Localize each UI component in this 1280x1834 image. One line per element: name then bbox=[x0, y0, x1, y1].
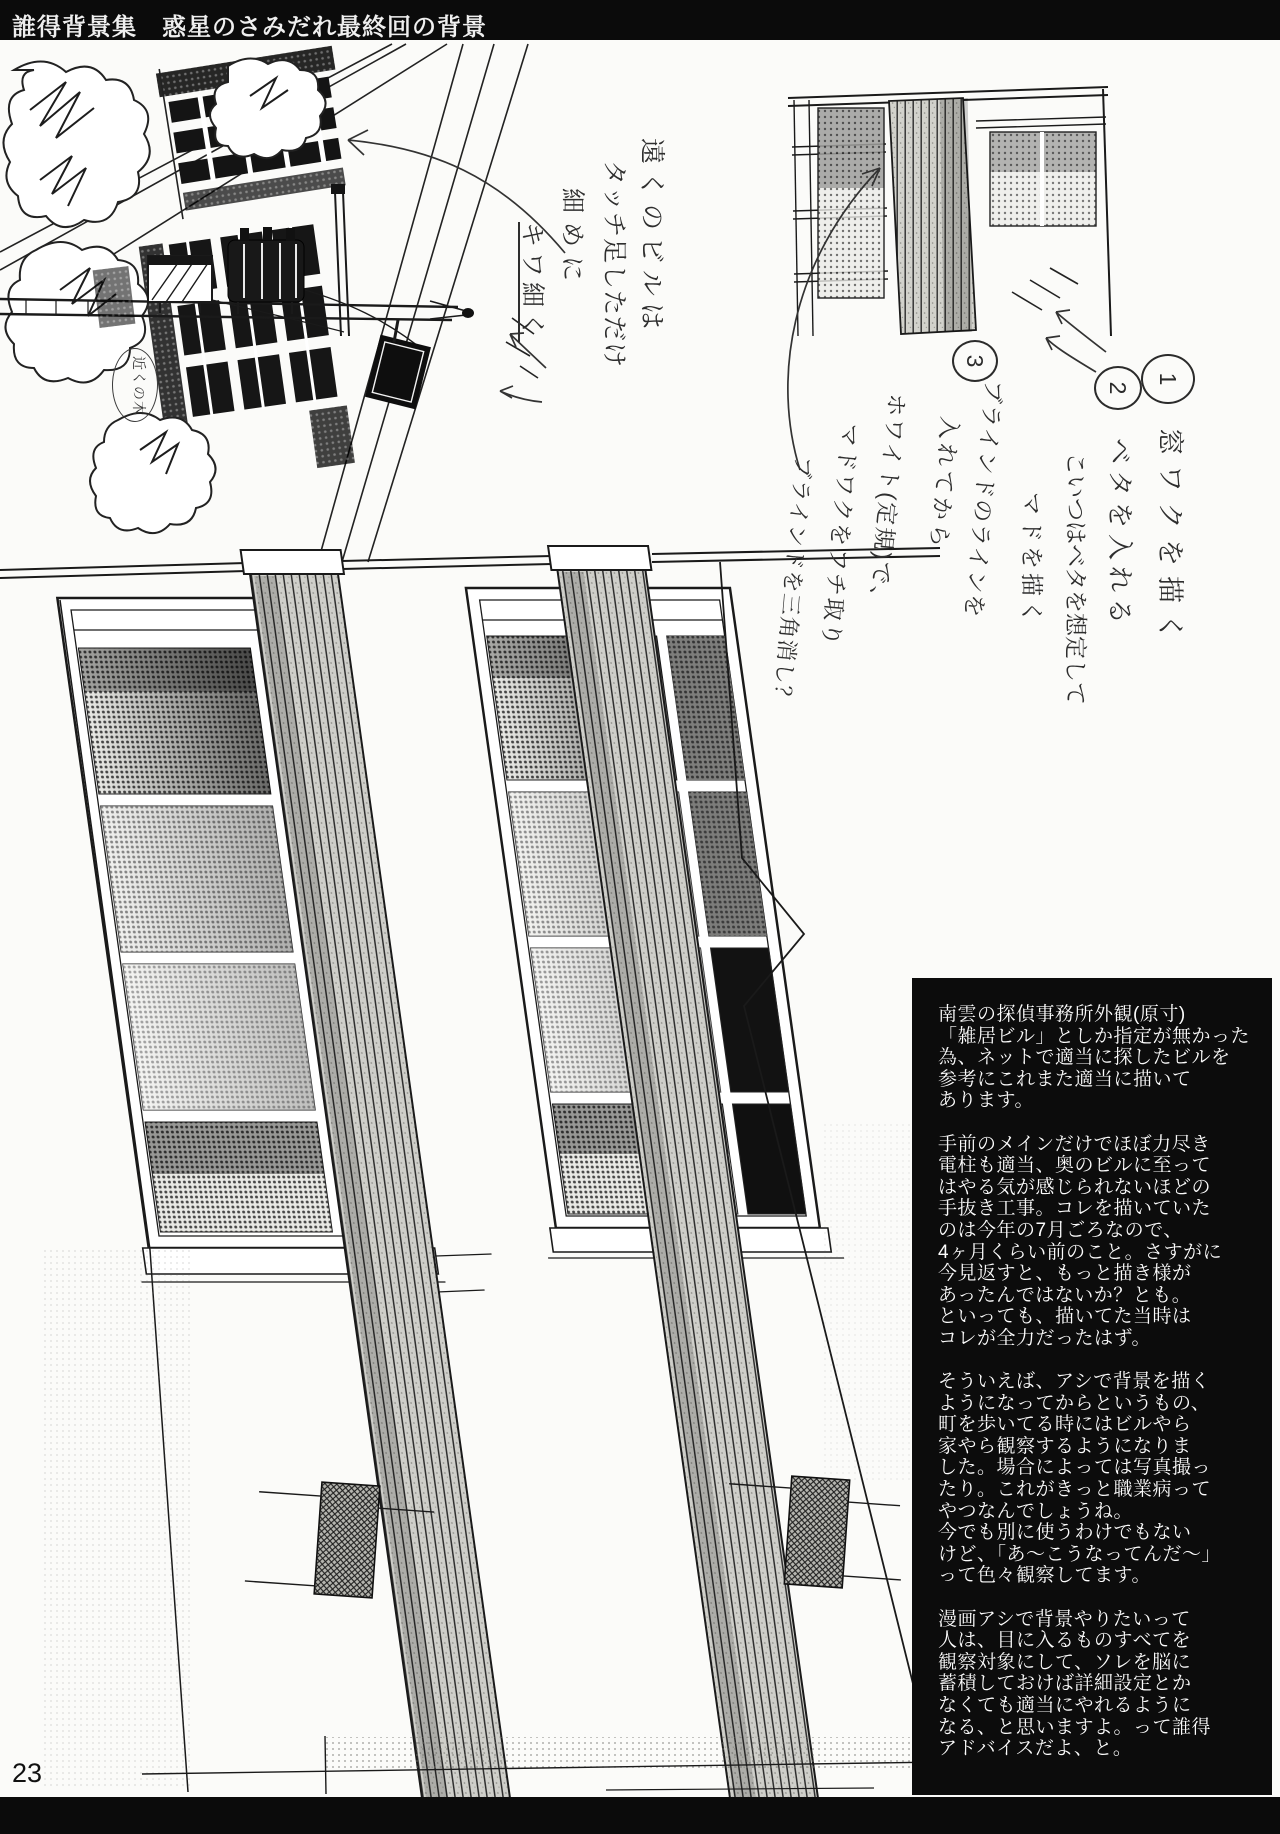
annotation-step2-sub1: こいつはベタを想定して bbox=[1063, 452, 1089, 705]
note-line: 今見返すと、もっと描き様が bbox=[938, 1263, 1192, 1285]
note-line: 蓄積しておけば詳細設定とか bbox=[938, 1673, 1192, 1695]
note-line: といっても、描いてた当時は bbox=[938, 1306, 1192, 1328]
note-line: 南雲の探偵事務所外観(原寸) bbox=[938, 1004, 1186, 1025]
step-3-badge: 3 bbox=[952, 340, 998, 382]
note-line: なる、と思いますよ。って誰得 bbox=[938, 1716, 1212, 1738]
note-line: あったんではないか？とも。 bbox=[938, 1284, 1192, 1306]
note-line: なくても適当にやれるように bbox=[938, 1695, 1192, 1716]
page-number: 23 bbox=[12, 1758, 43, 1788]
note-line: やつなんでしょうね。 bbox=[938, 1500, 1134, 1522]
note-line: って色々観察してます。 bbox=[938, 1565, 1151, 1587]
note-line: 参考にこれまた適当に描いて bbox=[938, 1068, 1192, 1090]
annotation-distant-2: タッチ足しただけ bbox=[600, 160, 628, 369]
note-line: 人は、目に入るものすべてを bbox=[938, 1630, 1192, 1652]
building-facade-drawing bbox=[0, 545, 945, 1805]
annotation-distant-4: キワ細く bbox=[518, 222, 546, 343]
window-closeup-drawing bbox=[783, 80, 1115, 340]
note-line: 今でも別に使うわけでもない bbox=[938, 1522, 1192, 1544]
note-line: 手前のメインだけでほぼ力尽き bbox=[938, 1133, 1211, 1155]
note-line: 「雑居ビル」としか指定が無かった bbox=[938, 1025, 1251, 1047]
annotation-step3-col1: ブラインドのラインを bbox=[960, 379, 1008, 620]
tree-label-oval bbox=[112, 348, 158, 422]
note-line: あります。 bbox=[938, 1090, 1034, 1112]
note-line: 電柱も適当、奥のビルに至って bbox=[938, 1155, 1212, 1177]
tree-label-text: 近くの木 bbox=[131, 356, 147, 416]
annotation-step3-col4: マドワクをフチ取り bbox=[817, 422, 864, 649]
annotation-step3-col3: ホワイト(定規)で、 bbox=[865, 392, 911, 612]
note-line: 家やら観察するようになりま bbox=[938, 1435, 1192, 1457]
page-title: 誰得背景集 惑星のさみだれ最終回の背景 bbox=[12, 14, 487, 41]
note-line: アドバイスだよ、と。 bbox=[938, 1738, 1133, 1760]
note-line: コレが全力だったはず。 bbox=[938, 1327, 1151, 1349]
step-1-badge: 1 bbox=[1141, 354, 1195, 404]
note-line: 為、ネットで適当に探したビルを bbox=[938, 1047, 1231, 1069]
note-line: ようになってからというもの、 bbox=[938, 1392, 1211, 1414]
note-line: たり。これがきっと職業病って bbox=[938, 1479, 1212, 1501]
note-line bbox=[938, 1350, 1264, 1372]
note-line: はやる気が感じられないほどの bbox=[938, 1176, 1212, 1198]
note-line bbox=[938, 1587, 1264, 1609]
annotation-step3-col2: 入れてから bbox=[925, 415, 964, 553]
annotation-step1: 窓ワクを描く bbox=[1155, 428, 1185, 650]
step-2-badge: 2 bbox=[1094, 366, 1142, 410]
footer-bar bbox=[0, 1797, 1280, 1834]
annotation-step2: ベタを入れる bbox=[1105, 438, 1135, 631]
note-line: けど、「あ〜こうなってんだ〜」 bbox=[938, 1543, 1222, 1565]
note-line: のは今年の7月ごろなので、 bbox=[938, 1219, 1183, 1241]
annotation-step2-sub2: マドを描く bbox=[1019, 492, 1045, 627]
note-line: 手抜き工事。コレを描いていた bbox=[938, 1198, 1212, 1220]
note-line: そういえば、アシで背景を描く bbox=[938, 1371, 1211, 1393]
commentary-box bbox=[912, 978, 1272, 1795]
note-line: した。場合によっては写真撮っ bbox=[938, 1457, 1212, 1479]
annotation-distant-3: 細めに bbox=[558, 188, 586, 291]
street-sketch-drawing bbox=[0, 42, 540, 567]
annotation-distant-1: 遠くのビルは bbox=[637, 138, 667, 337]
note-line bbox=[938, 1112, 1264, 1134]
note-line: 4ヶ月くらい前のこと。さすがに bbox=[938, 1241, 1223, 1263]
note-line: 観察対象にして、ソレを脳に bbox=[938, 1651, 1192, 1673]
note-line: 町を歩いてる時にはビルやら bbox=[938, 1414, 1192, 1436]
annotation-step3-col5: ブラインドを三角消し？ bbox=[769, 455, 817, 710]
note-line: 漫画アシで背景やりたいって bbox=[938, 1608, 1191, 1630]
